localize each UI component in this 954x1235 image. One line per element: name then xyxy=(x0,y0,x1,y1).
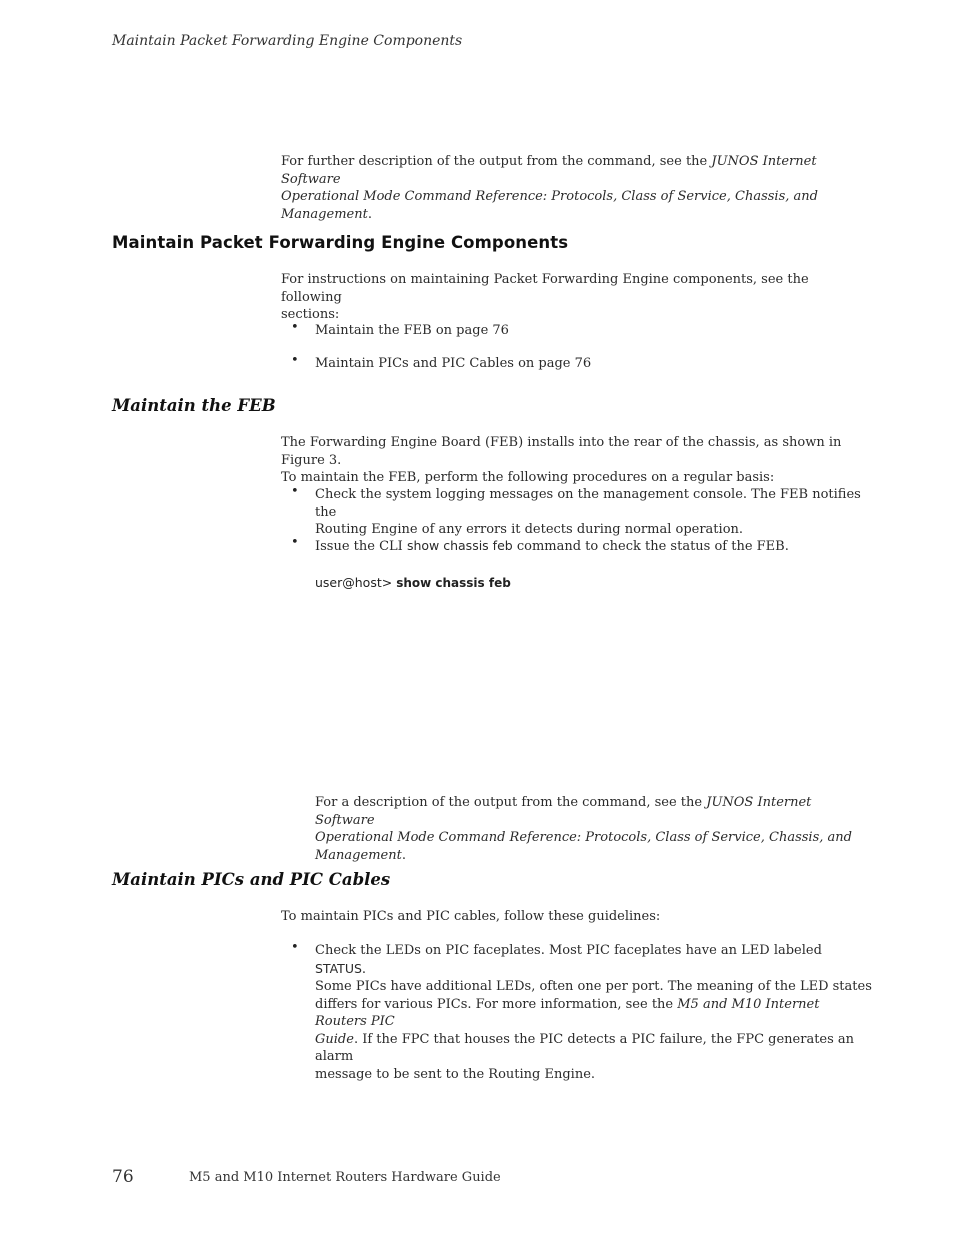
pic-b-line1-after: . xyxy=(361,961,367,977)
pic-guide-ref-1: M5 and M10 Internet Routers PIC xyxy=(315,996,820,1029)
pic-b-line4: . If the FPC that houses the PIC detects a PIC failure, the FPC generates an alarm xyxy=(315,1031,855,1064)
feb-bullet2-after: command to check the status of the FEB. xyxy=(512,539,789,554)
feb-desc-ref-3: Management xyxy=(315,847,402,863)
bullet-icon: • xyxy=(291,940,299,955)
feb-description xyxy=(315,794,875,864)
pic-paragraph: To maintain PICs and PIC cables, follow these guidelines: xyxy=(281,909,661,924)
pic-b-line5: message to be sent to the Routing Engine. xyxy=(315,1066,596,1082)
pfe-bullet-link-pic[interactable]: Maintain PICs and PIC Cables on page 76 xyxy=(315,356,592,371)
bullet-icon: • xyxy=(291,484,299,499)
pic-b-line2: Some PICs have additional LEDs, often one per port. The meaning of the LED states xyxy=(315,979,872,994)
feb-desc-ref-1: JUNOS Internet Software xyxy=(315,795,812,828)
feb-para-line1: The Forwarding Engine Board (FEB) installs into the rear of the chassis, as shown in Figure 3. xyxy=(281,435,842,468)
feb-bullet2-text: Issue the CLI xyxy=(315,539,407,554)
section-heading-feb: Maintain the FEB xyxy=(112,396,276,415)
pfe-bullet-link-feb[interactable]: Maintain the FEB on page 76 xyxy=(315,323,509,338)
feb-bullet1-line1: Check the system logging messages on the management console. The FEB notifies the xyxy=(315,487,861,520)
feb-bullet-1 xyxy=(315,486,875,539)
pic-bullet xyxy=(315,942,875,1083)
status-label: STATUS xyxy=(315,960,362,976)
pfe-paragraph xyxy=(281,271,861,324)
feb-paragraph xyxy=(281,434,881,487)
intro-ref-1: JUNOS Internet Software xyxy=(281,154,817,187)
intro-ref-2: Operational Mode Command Reference: Protocols, Class of Service, Chassis, and Management xyxy=(281,189,818,222)
page-number: 76 xyxy=(112,1167,134,1187)
cli-prompt-line xyxy=(315,572,511,591)
pic-guide-ref-2: Guide xyxy=(315,1031,354,1047)
feb-bullet1-line2: Routing Engine of any errors it detects during normal operation. xyxy=(315,522,744,537)
feb-desc-period: . xyxy=(401,847,406,863)
section-heading-pfe: Maintain Packet Forwarding Engine Components xyxy=(112,233,569,252)
cli-command: show chassis feb xyxy=(406,538,513,553)
pfe-para-line2: sections: xyxy=(281,307,340,322)
intro-period: . xyxy=(367,206,372,222)
section-heading-pic: Maintain PICs and PIC Cables xyxy=(112,870,391,889)
pic-b-line3: differs for various PICs. For more information, see the xyxy=(315,996,678,1012)
feb-desc-ref-2: Operational Mode Command Reference: Protocols, Class of Service, Chassis, and xyxy=(315,830,852,845)
pfe-para-line1: For instructions on maintaining Packet Forwarding Engine components, see the following xyxy=(281,272,809,305)
intro-paragraph xyxy=(281,153,861,223)
cli-prompt-command: show chassis feb xyxy=(396,576,511,590)
bullet-icon: • xyxy=(291,353,299,368)
bullet-icon: • xyxy=(291,320,299,335)
feb-bullet-2 xyxy=(315,537,875,556)
feb-desc-text: For a description of the output from the command, see the xyxy=(315,795,707,810)
feb-para-line2: To maintain the FEB, perform the following procedures on a regular basis: xyxy=(281,470,775,485)
pic-b-line1: Check the LEDs on PIC faceplates. Most PIC faceplates have an LED labeled xyxy=(315,943,822,958)
bullet-icon: • xyxy=(291,535,299,550)
running-header: Maintain Packet Forwarding Engine Components xyxy=(112,33,463,49)
intro-text: For further description of the output from the command, see the xyxy=(281,154,712,169)
book-title: M5 and M10 Internet Routers Hardware Guide xyxy=(189,1170,501,1185)
cli-prompt: user@host> xyxy=(315,575,397,590)
